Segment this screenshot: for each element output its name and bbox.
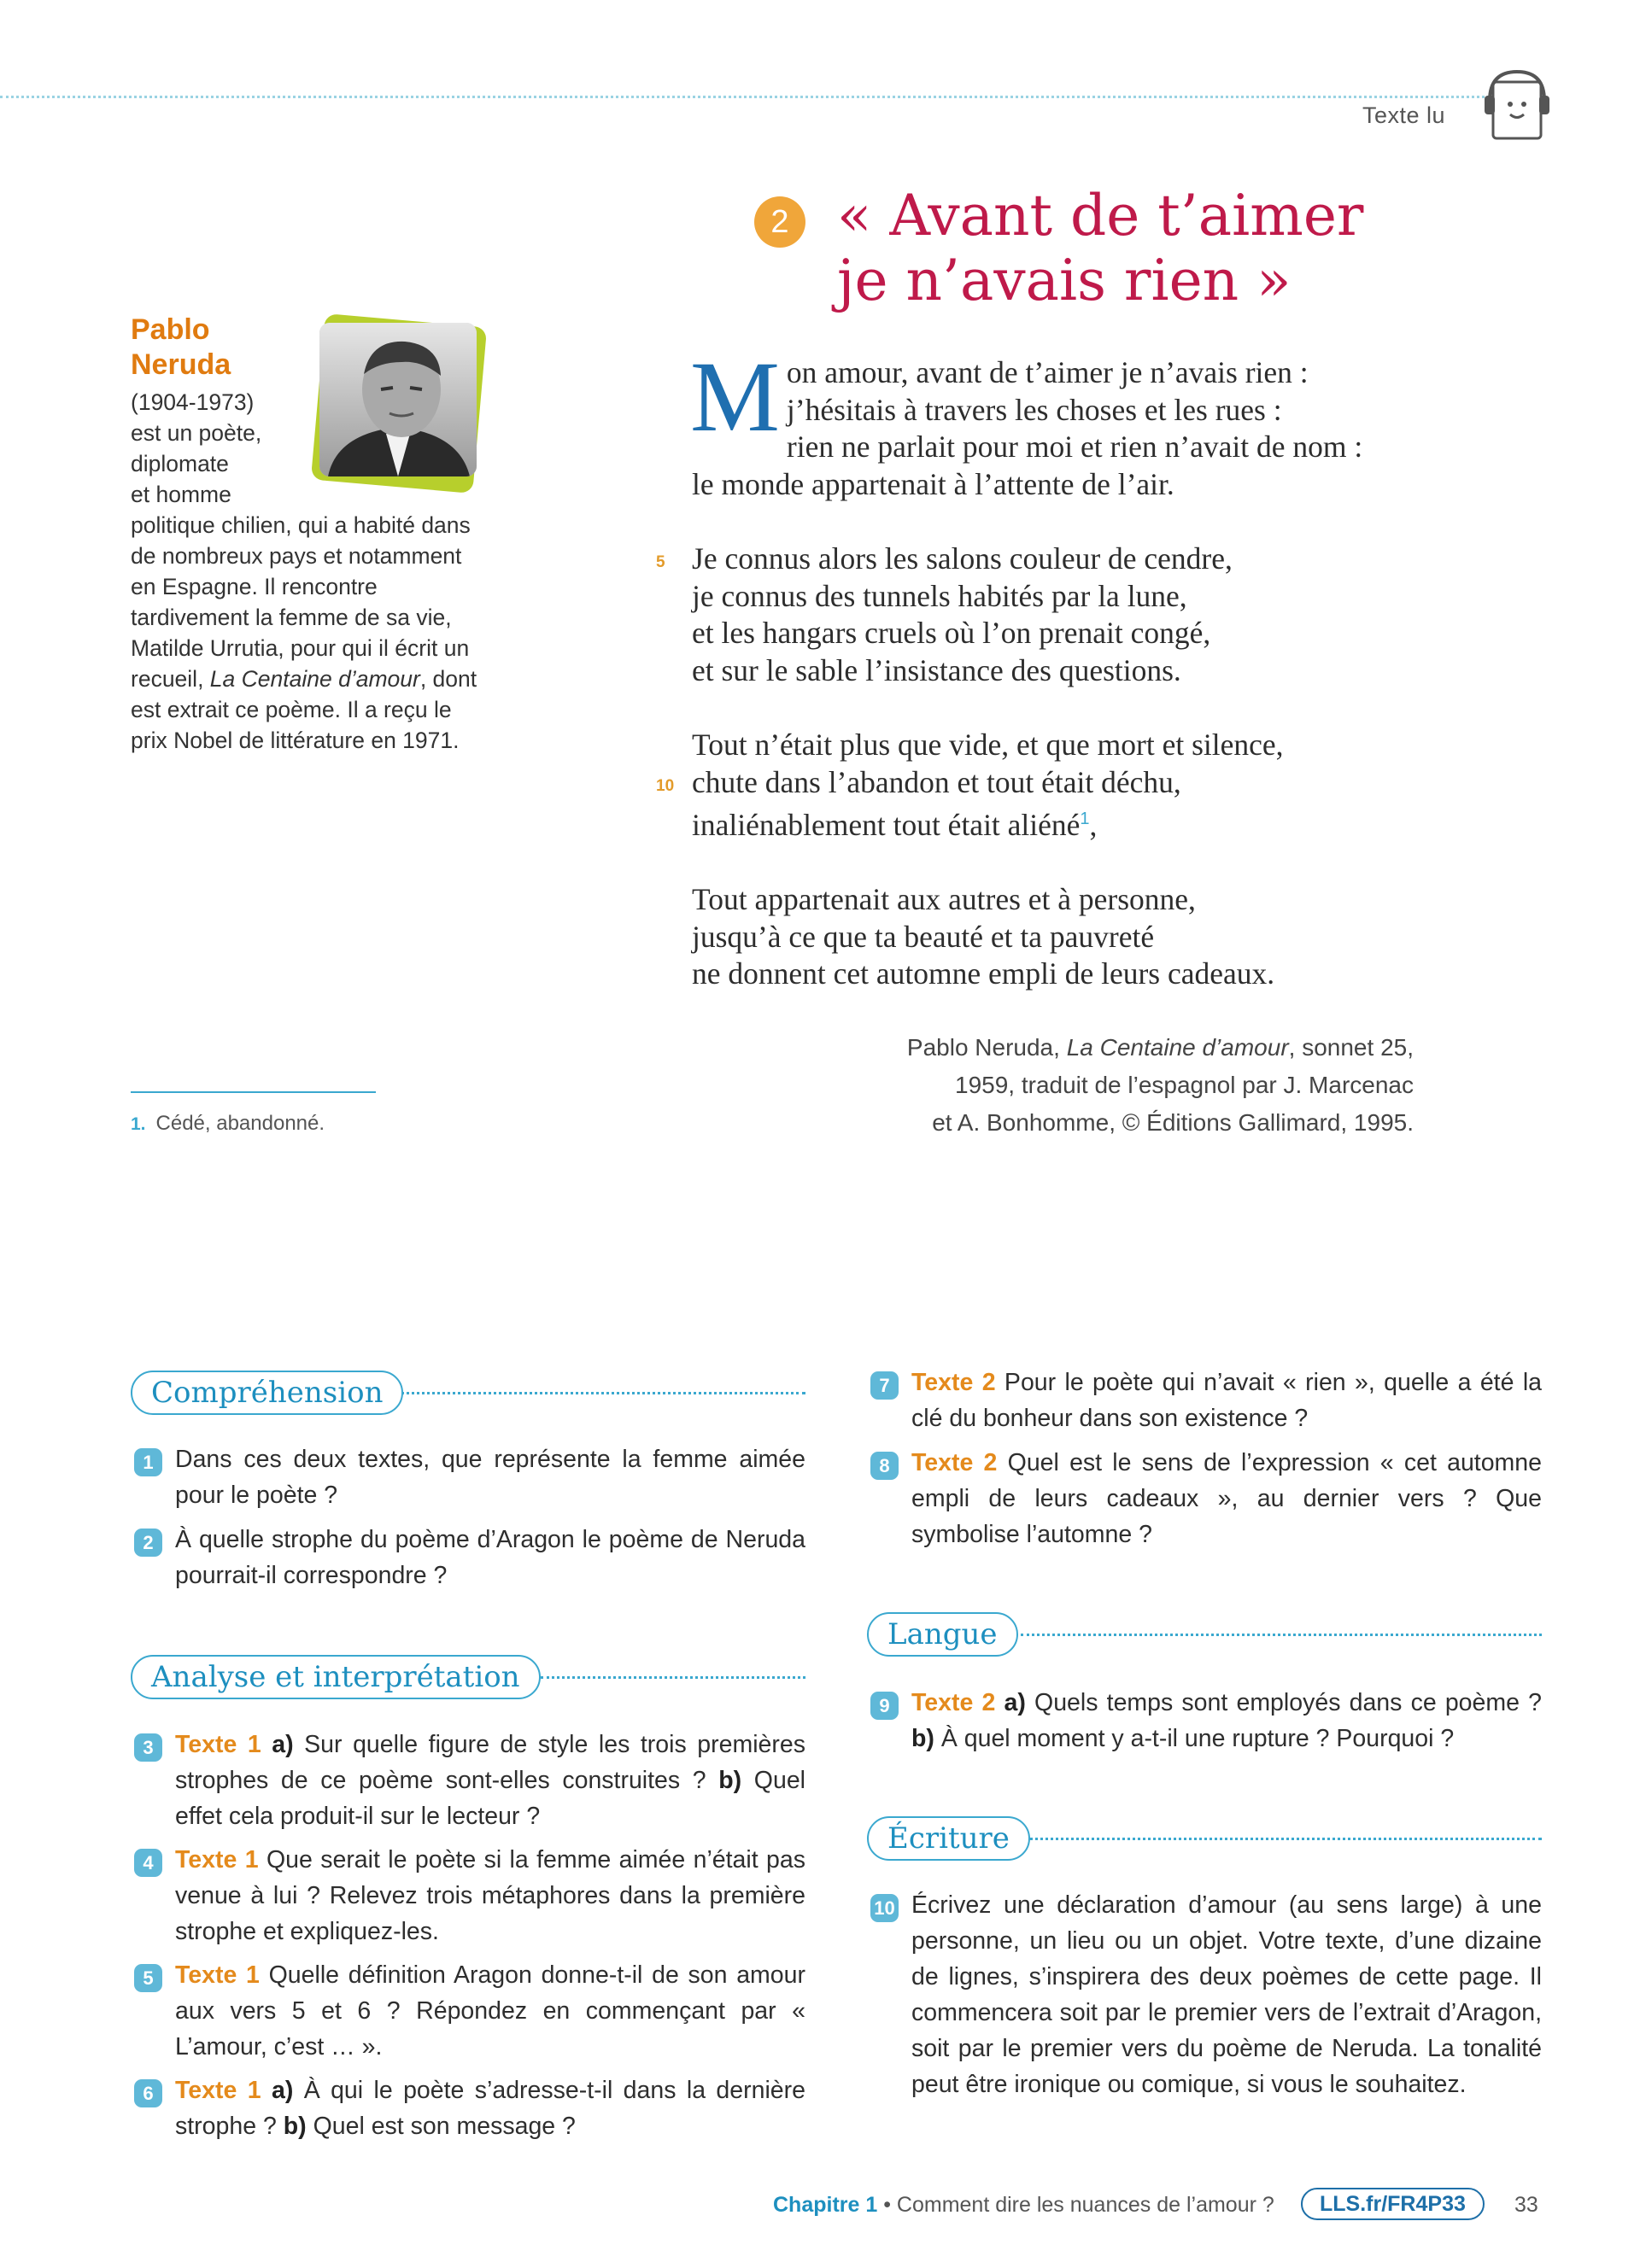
page-footer <box>0 2188 1640 2222</box>
stanza-4 <box>692 881 1461 993</box>
poem-line: Tout n’était plus que vide, et que mort et silence, <box>692 728 1284 762</box>
drop-cap: M <box>690 341 780 453</box>
title-line-1: « Avant de t’aimer <box>837 183 1364 248</box>
question-10: 10 Écrivez une déclaration d’amour (au sens large) à une personne, un lieu ou un objet. Votre texte, d’une dizaine de lignes, s’inspirera des deux poèmes de cette page. Il commencera soit par le premier vers de l’extrait d’Aragon, soit par le premier vers du poème de Neruda. La tonalité peut être ironique ou comique, si vous le souhaitez. <box>911 1887 1542 2102</box>
section-comprehension <box>131 1371 805 1415</box>
poem-line: je connus des tunnels habités par la lune, <box>692 578 1187 613</box>
footnote-number: 1. <box>131 1114 146 1134</box>
question-number: 4 <box>134 1849 162 1877</box>
header-dotted-rule <box>0 96 1546 98</box>
question-6: 6 Texte 1 a) À qui le poète s’adresse-t-il dans la dernière strophe ? b) Quel est son message ? <box>175 2072 805 2144</box>
lls-link[interactable]: LLS.fr/FR4P33 <box>1301 2188 1485 2220</box>
author-last-name: Neruda <box>131 348 231 381</box>
poem-line: Tout appartenait aux autres et à personne, <box>692 882 1196 917</box>
author-biography <box>131 387 489 756</box>
question-9: 9 Texte 2 a) Quels temps sont employés dans ce poème ? b) À quel moment y a-t-il une rupture ? Pourquoi ? <box>911 1685 1542 1757</box>
poem-line: et sur le sable l’insistance des questions. <box>692 652 1181 687</box>
bio-book-title: La Centaine d’amour <box>209 666 420 692</box>
section-title: Compréhension <box>131 1371 403 1415</box>
question-1: 1 Dans ces deux textes, que représente la femme aimée pour le poète ? <box>175 1441 805 1513</box>
poem-line: inaliénablement tout était aliéné$^1$, <box>692 807 1098 842</box>
texte-lu-label: Texte lu <box>1362 102 1446 128</box>
source-book-title: La Centaine d’amour <box>1066 1034 1289 1061</box>
bio-line-1: (1904-1973) <box>131 389 255 415</box>
section-title: Écriture <box>867 1816 1030 1861</box>
poem-line: le monde appartenait à l’attente de l’air. <box>692 466 1174 501</box>
poem-title <box>837 184 1486 313</box>
section-title: Analyse et interprétation <box>131 1655 541 1699</box>
bio-line-3: diplomate <box>131 451 229 476</box>
section-analyse <box>131 1655 805 1699</box>
question-number: 3 <box>134 1733 162 1762</box>
line-number: 10 <box>656 776 675 795</box>
footnote-text: Cédé, abandonné. <box>155 1112 325 1135</box>
question-number: 7 <box>870 1371 899 1400</box>
question-number: 9 <box>870 1692 899 1720</box>
poem-line: rien ne parlait pour moi et rien n’avait de nom : <box>786 430 1363 464</box>
text-number-badge: 2 <box>754 196 805 248</box>
bio-text-end: , dont est extrait ce poème. Il a reçu le prix Nobel de littérature en 1971. <box>131 666 477 753</box>
stanza-2 <box>656 541 1461 689</box>
question-number: 6 <box>134 2079 162 2107</box>
footnote <box>131 1112 325 1136</box>
poem-line: 5 Je connus alors les salons couleur de cendre, <box>692 541 1461 578</box>
title-line-2: je n’avais rien » <box>837 248 1292 313</box>
poem-body <box>656 341 1461 1031</box>
headphones-icon[interactable] <box>1483 67 1551 143</box>
question-2: 2 À quelle strophe du poème d’Aragon le poème de Neruda pourrait-il correspondre ? <box>175 1522 805 1593</box>
chapter-label: Chapitre 1 • Comment dire les nuances de l’amour ? <box>773 2193 1274 2217</box>
line-number: 5 <box>656 553 665 571</box>
question-number: 10 <box>870 1894 899 1922</box>
question-number: 8 <box>870 1452 899 1480</box>
question-3: 3 Texte 1 a) Sur quelle figure de style les trois premières strophes de ce poème sont-elles construites ? b) Quel effet cela produit-il sur le lecteur ? <box>175 1727 805 1834</box>
poem-line: j’hésitais à travers les choses et les rues : <box>786 392 1282 427</box>
section-langue <box>867 1612 1542 1657</box>
footnote-rule <box>131 1091 376 1093</box>
bio-line-2: est un poète, <box>131 420 262 446</box>
stanza-1 <box>690 341 1461 503</box>
question-4: 4 Texte 1 Que serait le poète si la femme aimée n’était pas venue à lui ? Relevez trois métaphores dans la première strophe et expliquez-les. <box>175 1842 805 1949</box>
question-7: 7 Texte 2 Pour le poète qui n’avait « rien », quelle a été la clé du bonheur dans son existence ? <box>911 1365 1542 1436</box>
stanza-3 <box>656 727 1461 844</box>
question-5: 5 Texte 1 Quelle définition Aragon donne-t-il de son amour aux vers 5 et 6 ? Répondez en commençant par « L’amour, c’est … ». <box>175 1957 805 2065</box>
poem-line: et les hangars cruels où l’on prenait congé, <box>692 616 1211 650</box>
section-ecriture <box>867 1816 1542 1861</box>
question-8: 8 Texte 2 Quel est le sens de l’expression « cet automne empli de leurs cadeaux », au dernier vers ? Que symbolise l’automne ? <box>911 1445 1542 1552</box>
poem-line: jusqu’à ce que ta beauté et ta pauvreté <box>692 919 1155 954</box>
question-number: 2 <box>134 1529 162 1557</box>
author-first-name: Pablo <box>131 313 210 346</box>
poem-line: ne donnent cet automne empli de leurs cadeaux. <box>692 956 1275 991</box>
section-title: Langue <box>867 1612 1018 1657</box>
author-name <box>131 313 302 383</box>
poem-line: on amour, avant de t’aimer je n’avais rien : <box>786 355 1309 389</box>
poem-line: 10 chute dans l’abandon et tout était déchu, <box>692 764 1461 802</box>
question-number: 5 <box>134 1964 162 1992</box>
source-citation: Pablo Neruda, La Centaine d’amour, sonnet 25, 1959, traduit de l’espagnol par J. Marcenac et A. Bonhomme, © Éditions Gallimard, 1995. <box>906 1034 1414 1136</box>
footnote-mark: 1 <box>1080 810 1090 828</box>
bio-line-4: et homme <box>131 482 231 507</box>
bio-text: politique chilien, qui a habité dans de nombreux pays et notamment en Espagne. Il rencontre tardivement la femme de sa vie, Matilde Urrutia, pour qui il écrit un recueil, <box>131 512 471 692</box>
question-number: 1 <box>134 1448 162 1476</box>
page-number: 33 <box>1514 2193 1538 2217</box>
